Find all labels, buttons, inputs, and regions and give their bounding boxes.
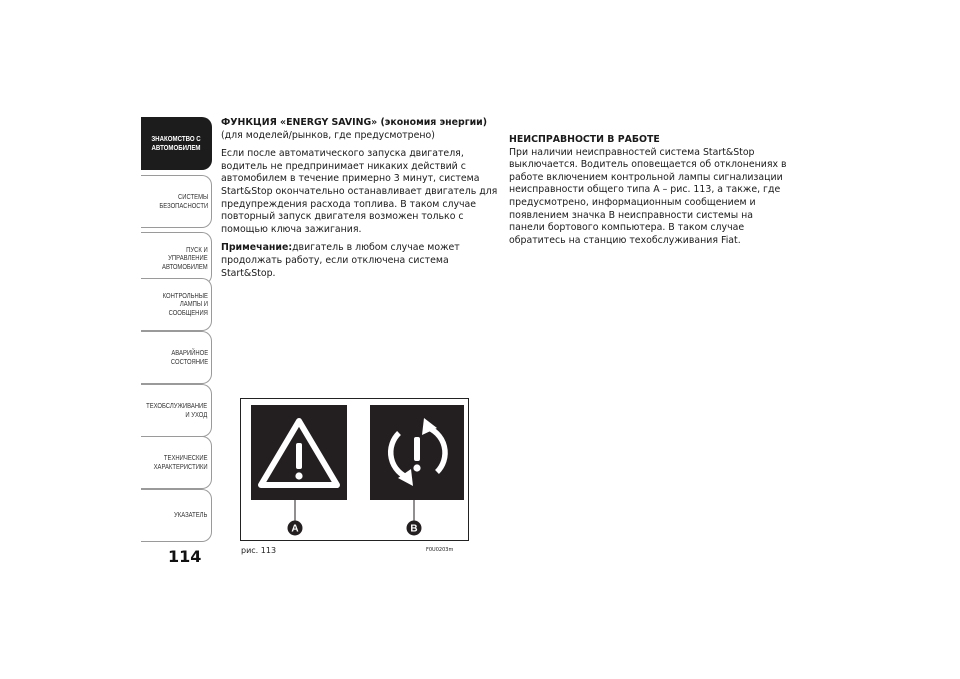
right-column [509, 134, 791, 253]
callout-label-a: A [291, 523, 299, 535]
tab-maintenance[interactable] [141, 384, 212, 437]
section-subheading: (для моделей/рынков, где предусмотрено) [221, 129, 435, 141]
note-label: Примечание: [221, 242, 293, 254]
tab-warning-lights[interactable] [141, 278, 212, 331]
callout-label-b: B [410, 523, 418, 535]
left-column [221, 117, 499, 286]
tab-technical-specs[interactable] [141, 436, 212, 489]
note-paragraph [221, 242, 499, 280]
tab-label: ПУСК И УПРАВЛЕНИЕ АВТОМОБИЛЕМ [162, 244, 208, 271]
tab-label: ТЕХНИЧЕСКИЕ ХАРАКТЕРИСТИКИ [153, 453, 208, 471]
tab-safety-systems[interactable] [141, 175, 212, 228]
tab-label: СИСТЕМЫ БЕЗОПАСНОСТИ [158, 192, 208, 210]
note-text: двигатель в любом случае может продолжать работу, если отключена система Start&Stop. [221, 242, 460, 279]
tab-label: ЗНАКОМСТВО С АВТОМОБИЛЕМ [151, 134, 201, 152]
section-heading-malfunctions: НЕИСПРАВНОСТИ В РАБОТЕ [509, 134, 660, 145]
tab-index[interactable] [141, 489, 212, 542]
tab-label: КОНТРОЛЬНЫЕ ЛАМПЫ И СООБЩЕНИЯ [162, 290, 208, 317]
tab-introduction[interactable] [141, 117, 212, 170]
tab-label: УКАЗАТЕЛЬ [174, 510, 208, 520]
figure-illustration [241, 399, 468, 540]
malfunctions-paragraph: При наличии неисправностей система Start&Stop выключается. Водитель оповещается об отклонениях в работе включением контрольной лампы сигнализации неисправности общего типа А – рис. 113, а также, где предусмотрено, информационным сообщением и появлением значка B неисправности системы на панели бортового компьютера. В таком случае обратитесь на станцию техобслуживания Fiat. [509, 146, 787, 246]
page-number: 114 [168, 547, 202, 566]
section-heading-energy-saving: ФУНКЦИЯ «ENERGY SAVING» (экономия энергии) [221, 117, 488, 128]
figure-code: F0U0203m [426, 547, 454, 553]
tab-label: АВАРИЙНОЕ СОСТОЯНИЕ [170, 348, 208, 366]
energy-saving-paragraph: Если после автоматического запуска двигателя, водитель не предпринимает никаких действий с автомобилем в течение примерно 3 минут, система Start&Stop окончательно останавливает двигатель для предупреждения расхода топлива. В таком случае повторный запуск двигателя возможен только с помощью ключа зажигания. [221, 148, 498, 235]
tab-label: ТЕХОБСЛУЖИВАНИЕ И УХОД [146, 401, 208, 419]
tab-emergency[interactable] [141, 331, 212, 384]
figure-113 [240, 398, 469, 541]
figure-caption: рис. 113 [241, 546, 277, 555]
